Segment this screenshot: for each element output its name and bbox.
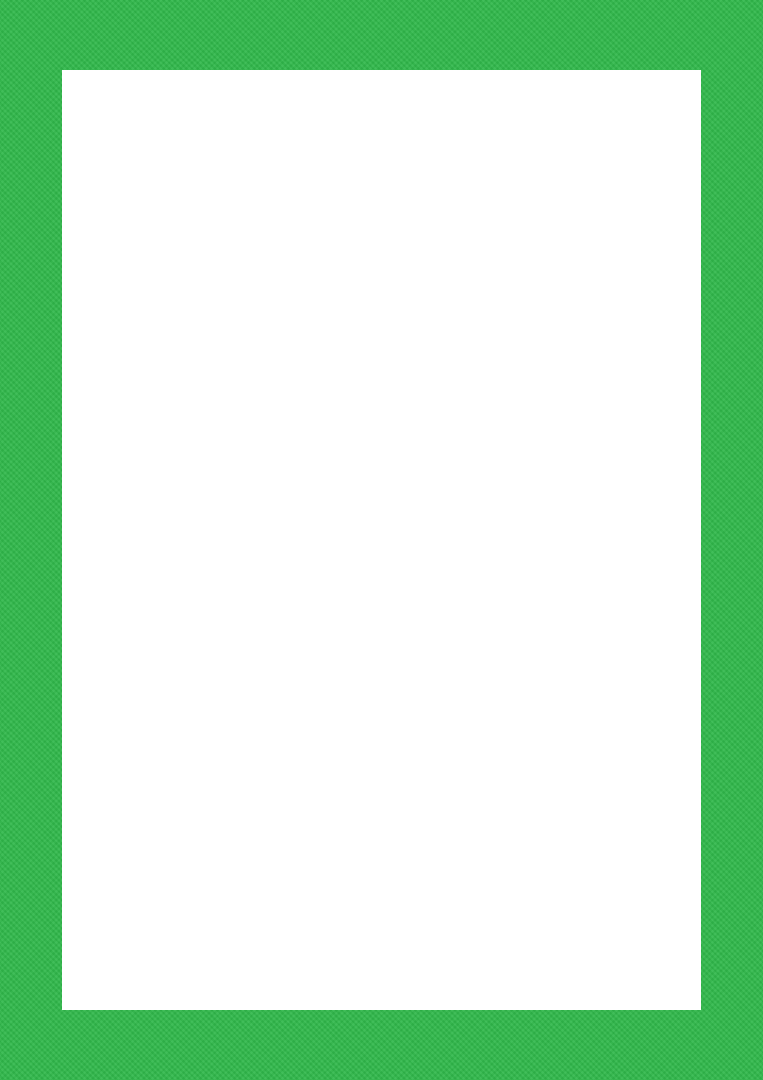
text-panel [62,70,701,1010]
